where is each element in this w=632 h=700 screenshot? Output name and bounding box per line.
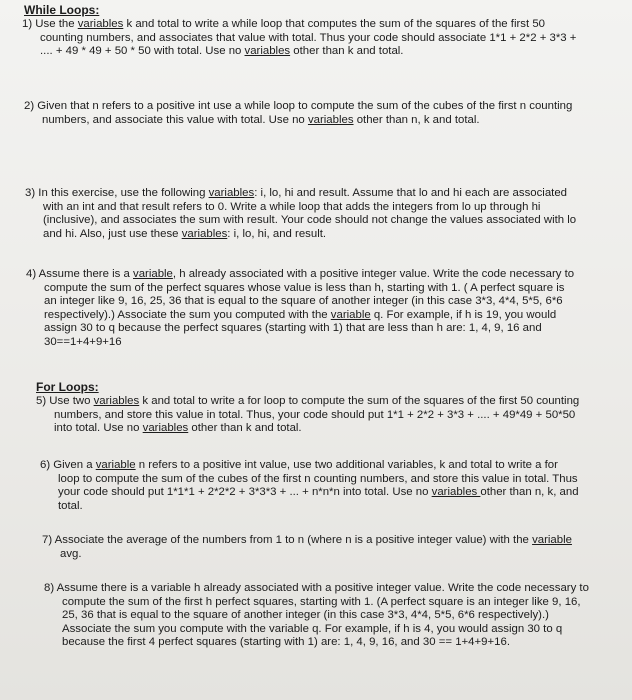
problem-text: other than n, k, and total. [58, 486, 579, 512]
variables-link: variables [77, 18, 124, 30]
variables-link: variables [93, 395, 140, 407]
variable-link: variable [532, 534, 572, 546]
variables-link: variables [181, 227, 228, 240]
problem-text: k and total to write a for loop to compute the sum of the squares of the first 50 counting numbers, and store this value in total. Thus, your code should put 1*1 + 2*2 + 3*3 + .... + 49*49 + 50*50 into total. Use no [54, 395, 580, 435]
problem-text: 3) In this exercise, use the following [25, 187, 209, 199]
problem-4 [26, 268, 578, 350]
variable-link: variable [95, 459, 136, 471]
variables-link: variables [208, 187, 255, 199]
problem-text: 2) Given that n refers to a positive int use a while loop to compute the sum of the cubes of the first n counting numbers, and associate this value with total. Use no [24, 100, 573, 126]
problem-text: , h already associated with a positive integer value. Write the code necessary to compute the sum of the perfect squares whose value is less than h, starting with 1. ( A perfect square is an integer like 9, 16, 25, 36 that is equal to the square of another integer (in this case 3*3, 4*4, 5*5, 6*6 respectively).) Associate the sum you computed with the [44, 268, 575, 321]
problem-text: n refers to a positive int value, use two additional variables, k and total to write a for loop to compute the sum of the cubes of the first n counting numbers, and store this value in total. Thus your code should put 1*1*1 + 2*2*2 + 3*3*3 + ... + n*n*n into total. Use no [58, 459, 578, 499]
problem-3 [25, 187, 583, 241]
heading-while-loops: While Loops: [24, 3, 100, 17]
problem-text: other than k and total. [290, 45, 404, 58]
problem-text: 1) Use the [22, 18, 78, 30]
problem-text: q. For example, if h is 19, you would assign 30 to q because the perfect squares (starting with 1) that are less than h are: 1, 4, 9, 16 and 30==1+4+9+16 [44, 308, 557, 348]
problem-text: k and total to write a while loop that computes the sum of the squares of the first 50 counting numbers, and associates that value with total. Thus your code should associate 1*1 + 2*2 + 3*3 + .... + 49 * 49 + 50 * 50 with total. Use no [40, 18, 577, 58]
problem-text: 7) Associate the average of the numbers from 1 to n (where n is a positive integer value) with the [42, 534, 533, 546]
variables-link: variables [431, 486, 481, 499]
variables-link: variable [133, 268, 173, 280]
problem-text: 4) Assume there is a [26, 268, 133, 280]
problem-5 [36, 395, 586, 436]
problem-1 [22, 18, 582, 59]
problem-text: : i, lo, hi and result. Assume that lo and hi each are associated with an int and that result refers to 0. Write a while loop that adds the integers from lo up through hi (inclusive), and associates the sum with result. Your code should not change the values associated with lo and hi. Also, just use these [43, 187, 577, 240]
problem-6 [40, 459, 580, 513]
problem-text: other than k and total. [188, 422, 302, 435]
problem-text: 6) Given a [40, 459, 96, 471]
problem-8 [44, 582, 592, 650]
problem-2 [24, 100, 576, 127]
problem-7 [42, 534, 588, 561]
heading-for-loops: For Loops: [36, 380, 99, 394]
variables-link: variable [330, 308, 371, 321]
problem-text: avg. [60, 547, 82, 560]
variables-link: variables [307, 113, 354, 126]
problem-text: 8) Assume there is a variable h already associated with a positive integer value. Write the code necessary to compute the sum of the first h perfect squares, starting with 1. (A perfect square is an integer like 9, 16, 25, 36 that is equal to the square of another integer (in this case 3*3, 4*4, 5*5, 6*6 respectively).) Associate the sum you compute with the variable q. For example, if h is 4, you would assign 30 to q because the first 4 perfect squares (starting with 1) are: 1, 4, 9, 16, and 30 == 1+4+9+16. [44, 582, 589, 649]
problem-text: other than n, k and total. [353, 113, 480, 126]
problem-text: : i, lo, hi, and result. [227, 227, 327, 240]
variables-link: variables [142, 422, 189, 435]
variables-link: variables [244, 45, 291, 58]
problem-text: 5) Use two [36, 395, 94, 407]
